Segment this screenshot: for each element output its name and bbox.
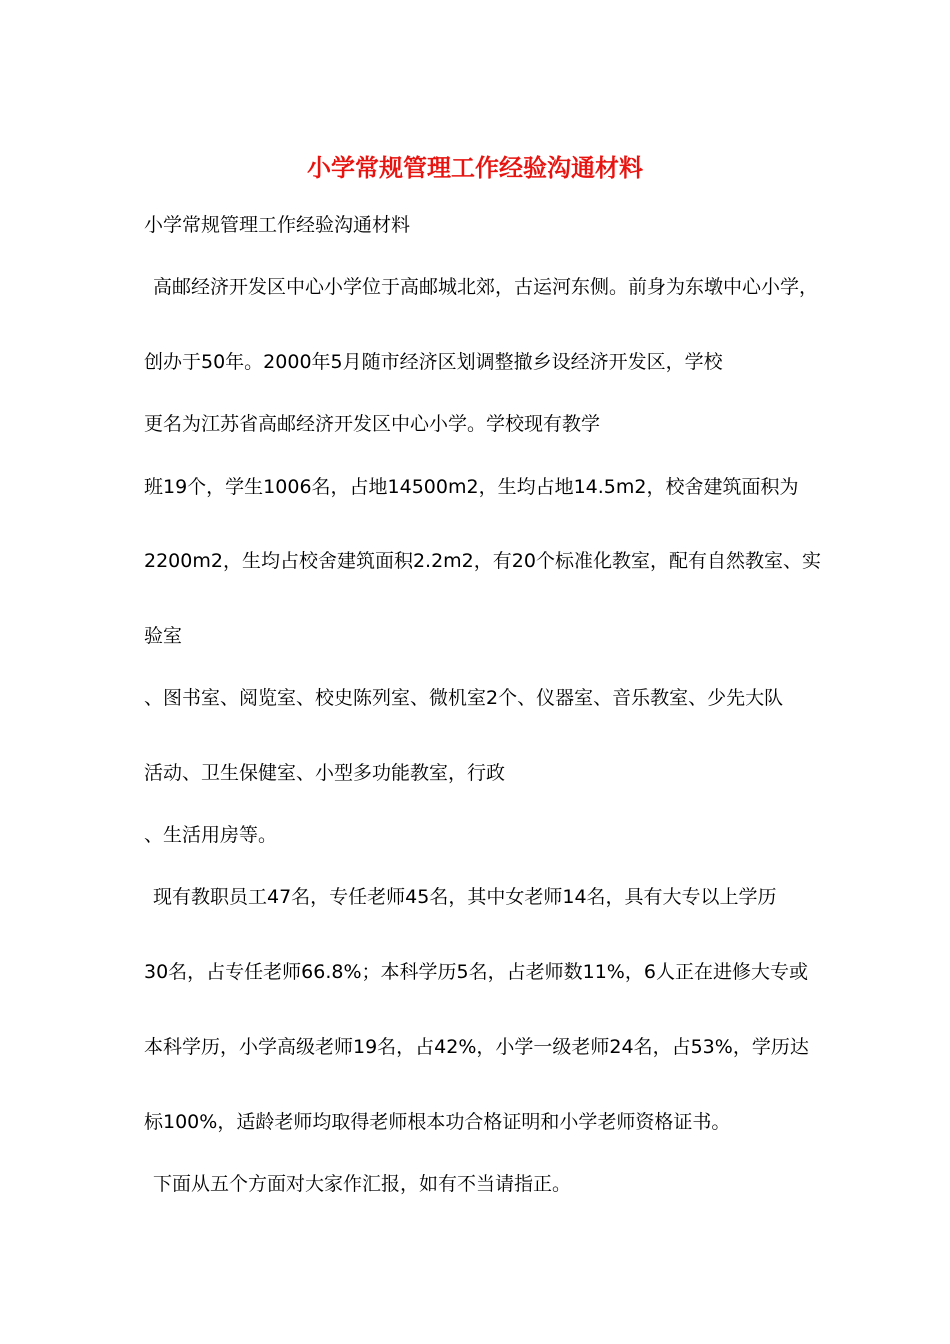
paragraph-line: 、图书室、阅览室、校史陈列室、微机室2个、仪器室、音乐教室、少先大队	[144, 687, 784, 709]
paragraph-line: 、生活用房等。	[144, 824, 278, 846]
subtitle-line: 小学常规管理工作经验沟通材料	[144, 214, 411, 236]
paragraph-line: 高邮经济开发区中心小学位于高邮城北郊，古运河东侧。前身为东墩中心小学，	[153, 276, 819, 298]
paragraph-line: 2200m2，生均占校舍建筑面积2.2m2，有20个标准化教室，配有自然教室、实	[144, 550, 821, 572]
paragraph-line: 本科学历，小学高级老师19名，占42%，小学一级老师24名，占53%，学历达	[144, 1036, 809, 1058]
paragraph-line: 下面从五个方面对大家作汇报，如有不当请指正。	[153, 1173, 572, 1195]
paragraph-line: 标100%，适龄老师均取得老师根本功合格证明和小学老师资格证书。	[144, 1111, 731, 1133]
paragraph-line: 验室	[144, 625, 183, 647]
paragraph-line: 现有教职员工47名，专任老师45名，其中女老师14名，具有大专以上学历	[153, 886, 777, 908]
paragraph-line: 班19个，学生1006名，占地14500m2，生均占地14.5m2，校舍建筑面积为	[144, 476, 799, 498]
paragraph-line: 活动、卫生保健室、小型多功能教室，行政	[144, 762, 506, 784]
paragraph-line: 创办于50年。2000年5月随市经济区划调整撤乡设经济开发区，学校	[144, 351, 723, 373]
paragraph-line: 30名，占专任老师66.8%；本科学历5名，占老师数11%，6人正在进修大专或	[144, 961, 808, 983]
paragraph-line: 更名为江苏省高邮经济开发区中心小学。学校现有教学	[144, 413, 601, 435]
document-title: 小学常规管理工作经验沟通材料	[307, 154, 643, 182]
